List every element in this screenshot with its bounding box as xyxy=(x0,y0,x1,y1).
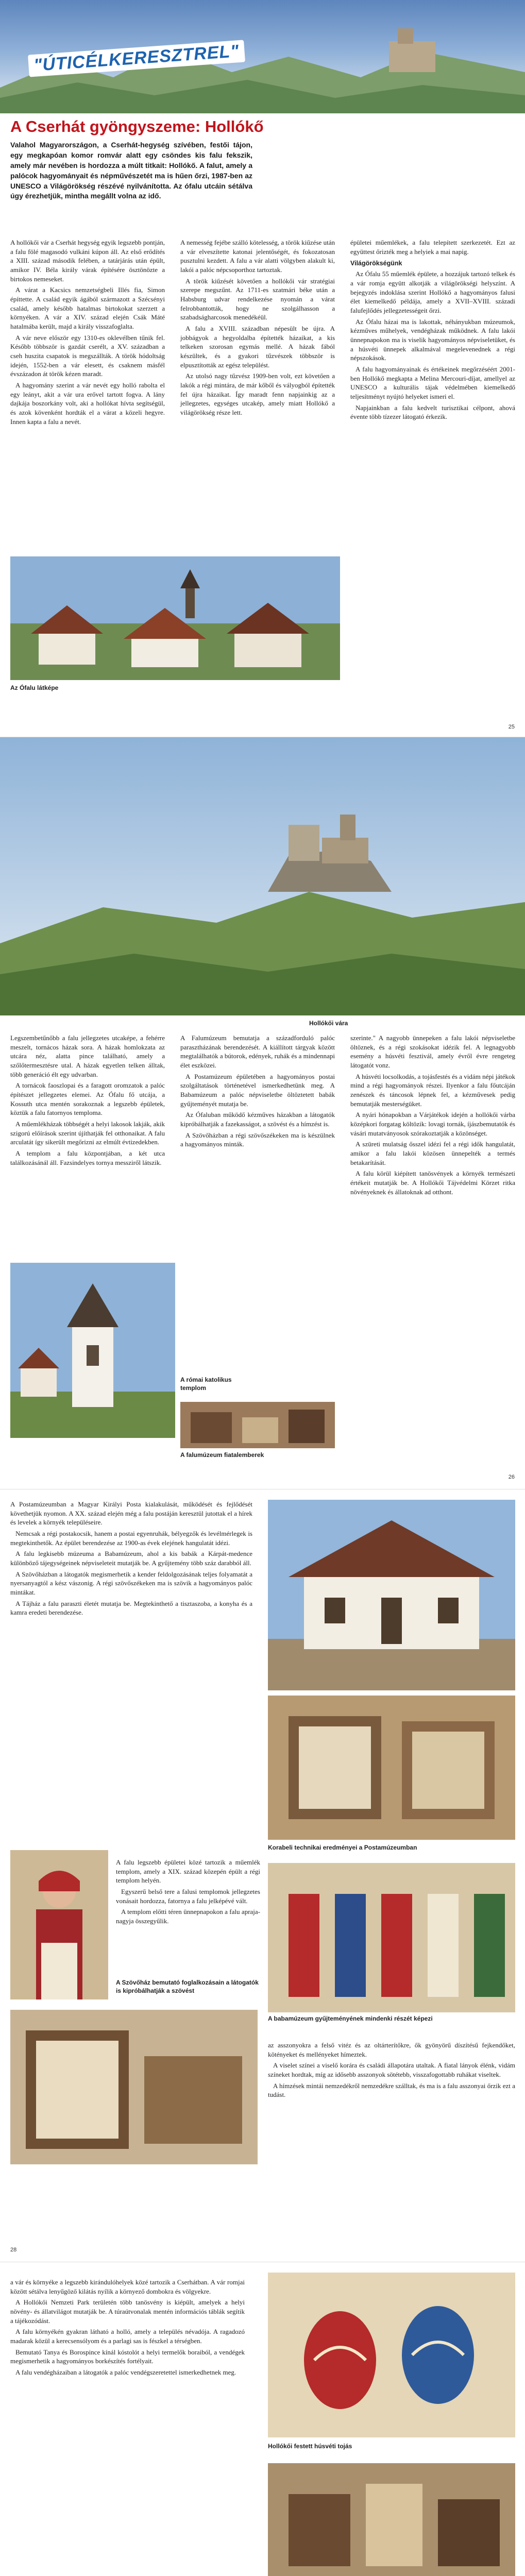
church-photo xyxy=(10,1263,175,1438)
paragraph: Az Ófalu házai ma is lakottak, néhányukban múzeumok, kézműves műhelyek, vendégházak működnek. A falu lakói ünnepnapokon ma is viselik hagyományos népviseletüket, és a húsvéti ünnepek alkalmával megelevenednek a régi népszokások. xyxy=(350,317,515,362)
section-subhead: Világörökségünk xyxy=(350,260,402,267)
paragraph: Az Ófaluban működő kézműves házakban a látogatók kipróbálhatják a fazekasságot, a szövést és a hímzést is. xyxy=(180,1111,335,1128)
post-office-building-image xyxy=(268,1500,515,1690)
post-office-photo xyxy=(268,1500,515,1690)
paragraph: A viselet színei a viselő korára és családi állapotára utaltak. A fiatal lányok élénk, vidám színeket hordtak, míg az idősebb asszonyok sötétebb, visszafogottabb ruhákat viseltek. xyxy=(268,2061,515,2079)
paragraph: A hollókői vár a Cserhát hegység egyik legszebb pontján, a falu fölé magasodó vulkáni kúpon áll. Az első erődítés a XIII. század második felében, a tatárjárás után épült, amikor IV. Béla király várak építésére ösztönözte a birtokos nemeseket. xyxy=(10,239,165,283)
paragraph: A Postamúzeum épületében a hagyományos postai szolgáltatások történetével ismerkedhetünk meg. A Babamúzeum a palóc népviseletbe öltöztetett babák gyűjteményét mutatja be. xyxy=(180,1072,335,1108)
photo-caption: A római katolikus templom xyxy=(180,1376,232,1392)
page-number: 26 xyxy=(508,1474,515,1480)
castle-photo xyxy=(0,737,525,1015)
paragraph: A falu vendégházaiban a látogatók a palóc vendégszeretettel ismerkedhetnek meg. xyxy=(15,2368,236,2377)
paragraph: Nemcsak a régi postakocsik, hanem a postai egyenruhák, bélyegzők és levélmérlegek is megtekinthetők. Az épület berendezése az 1900-as évek elejének hangulatát idézi. xyxy=(10,1530,252,1547)
column-2 xyxy=(116,1858,260,1928)
paragraph: A falu a XVIII. században népesült be újra. A jobbágyok a hegyoldalba építették házaikat, a kis telkeken szorosan egymás mellé. A házak fából készültek, és a gyakori tűzvészek többször is elpusztították az egész települést. xyxy=(180,325,335,369)
castle-on-hill-image xyxy=(0,737,525,1015)
photo-caption: Korabeli technikai eredményei a Postamúzeumban xyxy=(268,1844,417,1851)
paragraph: Napjainkban a falu kedvelt turisztikai célpont, ahová évente több tízezer látogató érkezik. xyxy=(350,403,515,421)
page-28 xyxy=(0,1489,525,2262)
paragraph: A templom a falu központjában, a két utca találkozásánál áll. Fazsindelyes tornya messziről látszik. xyxy=(10,1149,165,1166)
paragraph: A húsvéti locsolkodás, a tojásfestés és a vidám népi játékok mind a régi hagyományok részei. Ilyenkor a falu főutcáján zenészek és táncosok lépnek fel, a kézművesek pedig bemutatják mesterségüket. xyxy=(350,1072,515,1108)
page-number: 28 xyxy=(10,2247,17,2253)
column-3 xyxy=(350,238,515,423)
paragraph: A falu környékén gyakran látható a holló, amely a település névadója. A ragadozó madarak közül a kerecsensólyom és a parlagi sas is fészkel a térségben. xyxy=(10,2328,245,2345)
photo-caption: A falumúzeum fiatalemberek xyxy=(180,1451,264,1459)
photo-caption: A Szövőház bemutató foglalkozásain a látogatók is kipróbálhatják a szövést xyxy=(116,1979,259,1994)
paragraph: az asszonyokra a felső vitéz és az oltárterítőkre, ők gyönyörű díszítésű fejkendőket, kötényeket és mellényeket hímeztek. xyxy=(268,2041,515,2058)
loom-room-image xyxy=(10,2010,258,2164)
paragraph: A templom előtti téren ünnepnapokon a falu apraja-nagyja összegyűlik. xyxy=(116,1908,260,1925)
folk-dolls-image xyxy=(268,1863,515,2012)
paragraph: A Szövőházban a régi szövőszékeken ma is készülnek a hagyományos minták. xyxy=(180,1131,335,1148)
paragraph: A várat a Kacsics nemzetségbeli Illés fia, Simon építtette. A család egyik ágából származott a Szécsényi család, amely később hatalmas birtokokat szerzett a környéken. A vár a XIV. század elején Csák Máté hatalmába került, majd a király visszafoglalta. xyxy=(10,286,165,331)
paragraph: A nemesség fejébe szálló kötelesség, a török kiűzése után a vár elveszítette katonai jelentőségét, és fokozatosan pusztulni kezdett. A falu a vár alatti völgyben alakult ki, lakói a palóc népcsoporthoz tartoztak. xyxy=(180,239,335,274)
dolls-photo xyxy=(268,1863,515,2012)
page-26 xyxy=(0,737,525,1489)
photo-caption: Hollókői vára xyxy=(309,1020,348,1027)
photo-caption: Az Ófalu látképe xyxy=(10,684,59,691)
paragraph: A Tájház a falu paraszti életét mutatja be. Megtekinthető a tisztaszoba, a konyha és a kamra eredeti berendezése. xyxy=(10,1599,252,1617)
paragraph: A Falumúzeum bemutatja a századforduló palóc parasztházának berendezését. A kiállított tárgyak között megtalálhatók a bútorok, edények, ruhák és a mindennapi élet eszközei. xyxy=(180,1034,335,1070)
page-27 xyxy=(0,2262,525,2576)
column-2 xyxy=(180,1033,335,1151)
paragraph: Bemutató Tanya és Borospince kínál kóstolót a helyi termelők boraiból, a vendégek megismerhetik a hagyományos borkészítés fortélyait. xyxy=(10,2348,245,2365)
folk-costume-woman-image xyxy=(10,1850,108,1999)
painted-eggs-image xyxy=(268,2273,515,2437)
header-banner xyxy=(0,0,525,113)
paragraph: A Szövőházban a látogatók megismerhetik a kender feldolgozásának teljes folyamatát a nyersanyagtól a kész vászonig. A régi szövőszékeken ma is szövik a hagyományos palóc mintákat. xyxy=(10,1570,252,1597)
column-1 xyxy=(10,238,165,428)
paragraph: épületei műemlékek, a falu telepített szerkezetét. Ezt az együttest őrizték meg a helyiek a mai napig. xyxy=(350,239,515,256)
paragraph: A falu körül kiépített tanösvények a környék természeti értékeit mutatják be. A Hollókői Tájvédelmi Körzet ritka növényeknek és állatoknak ad otthont. xyxy=(350,1170,515,1196)
paragraph: Legszembetűnőbb a falu jellegzetes utcaképe, a fehérre meszelt, tornácos házak sora. A házak homlokzata az utcára néz, alatta pince található, amely a szőlőtermesztésre utal. A házak egyetlen telken álltak, több generáció élt egy udvarban. xyxy=(10,1034,165,1078)
crafts-photo xyxy=(268,2463,515,2576)
crafts-workshop-image xyxy=(268,2463,515,2576)
paragraph: A vár neve először egy 1310-es oklevélben tűnik fel. Később többször is gazdát cserélt, a XV. században a cseh huszita csapatok is megszállták. A török hódoltság idején, 1552-ben a vár elesett, és csaknem másfél évszázadon át török kézen maradt. xyxy=(10,333,165,378)
museum-interior-image xyxy=(180,1402,335,1448)
page-number: 25 xyxy=(508,724,515,730)
column-1 xyxy=(10,1500,252,1619)
paragraph: A műemlékházak többségét a helyi lakosok lakják, akik szigorú előírások szerint újíthatják fel otthonaikat. A falu arculatát így sikerült megőrizni az elmúlt évtizedekben. xyxy=(10,1120,165,1146)
photo-caption: Hollókői festett húsvéti tojás xyxy=(268,2443,352,2450)
article-lead: Valahol Magyarországon, a Cserhát-hegység szívében, festői tájon, egy megkapóan komor romvár alatt egy csöndes kis falu fekszik, amely már nevében is hordozza a múlt titkait: Hollókő. A falut, amely a palócok hagyományait és népművészetét ma is hűen őrzi, 1987-ben az UNESCO a Világörökség részévé nyilvánította. Az ófalu utcáin sétálva úgy érezhetjük, mintha megállt volna az idő. xyxy=(10,141,252,200)
paragraph: a vár és környéke a legszebb kirándulóhelyek közé tartozik a Cserhátban. A vár romjai között sétálva lenyűgöző kilátás nyílik a környező dombokra és völgyekre. xyxy=(10,2278,245,2295)
paragraph: A tornácok faoszlopai és a faragott oromzatok a palóc építészet jellegzetes elemei. Az Ófalu fő utcája, a Kossuth utca mentén sorakoznak a legszebb épületek, köztük a falu fatornyos temploma. xyxy=(10,1081,165,1117)
paragraph: A hímzések mintái nemzedékről nemzedékre szálltak, és ma is a falu asszonyai őrzik ezt a tudást. xyxy=(268,2081,515,2099)
loom-room-photo xyxy=(10,2010,258,2164)
paragraph: A Postamúzeumban a Magyar Királyi Posta kialakulását, működését és fejlődését követhetjük nyomon. A XX. század elején még a falu postáján keresztül jutottak el a hírek és levelek a környék településeire. xyxy=(10,1500,252,1527)
woman-photo xyxy=(10,1850,108,1999)
eggs-photo xyxy=(268,2273,515,2437)
weaving-loom-image xyxy=(268,1696,515,1840)
village-view-photo xyxy=(10,556,340,680)
paragraph: Egyszerű belső tere a falusi templomok jellegzetes vonásait hordozza, fatornya a falu jelképévé vált. xyxy=(116,1888,260,1905)
museum-photo xyxy=(180,1402,335,1448)
paragraph: A hagyomány szerint a vár nevét egy holló rabolta el egy leányt, akit a vár ura erővel tartott fogva. A lány dajkája boszorkány volt, aki a hollókat hívta segítségül, és azok kövenként hordták el a várat a közeli hegyre. Innen kapta a falu a nevét. xyxy=(10,381,165,426)
paragraph: A falu hagyományainak és értékeinek megőrzéséért 2001-ben Hollókő megkapta a Melina Mercouri-díjat, amellyel az UNESCO a kulturális tájak védelmében kiemelkedő teljesítményt nyújtó helyeket ismeri el. xyxy=(350,365,515,401)
series-logo: "ÚTICÉLKERESZTREL" xyxy=(28,40,245,77)
column-2 xyxy=(180,238,335,419)
paragraph: Az utolsó nagy tűzvész 1909-ben volt, ezt követően a lakók a régi mintára, de már kőből és vályogból építették fel újra házaikat. Így maradt fenn napjainkig az a jellegzetes, egységes utcakép, amely miatt Hollókő a világörökség része lett. xyxy=(180,372,335,417)
column-3 xyxy=(268,2041,515,2102)
paragraph: A falu legkisebb múzeuma a Babamúzeum, ahol a kis babák a Kárpát-medence különböző tájegységeinek népviseleteit mutatják be. A gyűjtemény több száz darabból áll. xyxy=(10,1550,252,1567)
paragraph: A falu legszebb épületei közé tartozik a műemlék templom, amely a XIX. század közepén épült a régi templom helyén. xyxy=(116,1858,260,1885)
paragraph: A török kiűzését követően a hollókői vár stratégiai szerepe megszűnt. Az 1711-es szatmári béke után a Habsburg udvar rendelkezése nyomán a várat felrobbantották, hogy ne szolgálhasson a szabadságharcosok menedékéül. xyxy=(180,277,335,321)
paragraph: A nyári hónapokban a Várjátékok idején a hollókői várba középkori forgatag költözik: lovagi tornák, íjászbemutatók és vásári mutatványosok szórakoztatják a közönséget. xyxy=(350,1111,515,1137)
column-1 xyxy=(10,1033,165,1169)
column-3 xyxy=(350,1033,515,1198)
article-title: A Cserhát gyöngyszeme: Hollókő xyxy=(10,117,264,135)
photo-caption: A babamúzeum gyűjteményének mindenki részét képezi xyxy=(268,2015,433,2022)
paragraph: A szüreti mulatság ősszel idézi fel a régi idők hangulatát, amikor a falu lakói közösen ünnepelték a termés betakarítását. xyxy=(350,1140,515,1166)
village-rooftops-image xyxy=(10,556,340,680)
church-tower-image xyxy=(10,1263,175,1438)
paragraph: A Hollókői Nemzeti Park területén több tanösvény is kiépült, amelyek a helyi növény- és állatvilágot mutatják be. A túraútvonalak mentén információs táblák segítik a tájékozódást. xyxy=(10,2298,245,2325)
page-25 xyxy=(0,0,525,737)
weaving-photo xyxy=(268,1696,515,1840)
paragraph: szerinte." A nagyobb ünnepeken a falu lakói népviseletbe öltöznek, és a régi szokásokat idézik fel. A legnagyobb esemény a húsvéti fesztivál, amely évről évre rengeteg látogatót vonz. xyxy=(350,1034,515,1070)
paragraph: Az Ófalu 55 műemlék épülete, a hozzájuk tartozó telkek és a vár romja együtt alkotják a világörökségi helyszínt. A bejegyzés indoklása szerint Hollókő a hagyományos falusi élet kiemelkedő példája, amely a XVII–XVIII. századi falufejlődés jellegzetességeit őrzi. xyxy=(350,270,515,315)
column-1 xyxy=(10,2278,245,2379)
